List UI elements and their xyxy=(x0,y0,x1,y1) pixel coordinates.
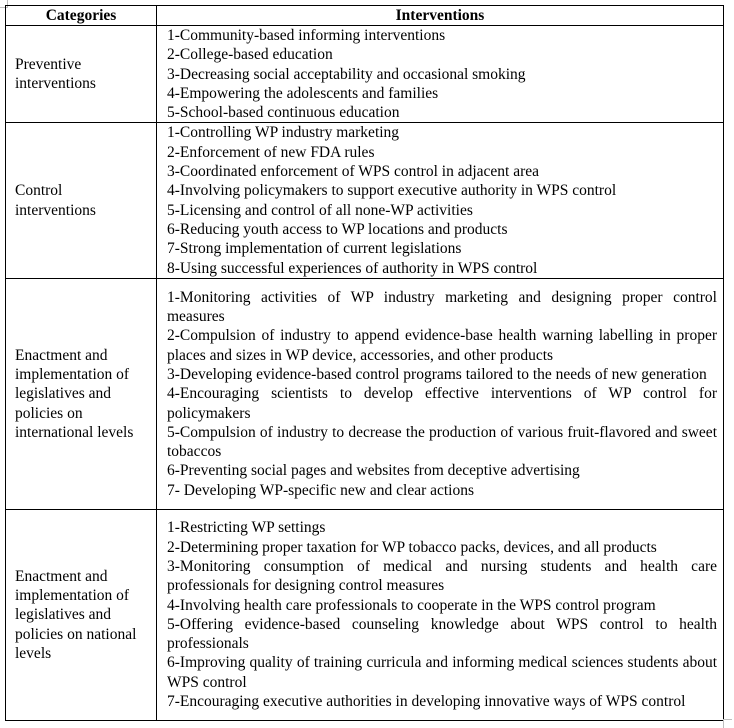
intervention-item: 6-Preventing social pages and websites from deceptive advertising xyxy=(167,462,580,480)
intervention-item: 4-Involving health care professionals to cooperate in the WPS control program xyxy=(167,596,656,614)
interventions-cell xyxy=(157,26,724,123)
interventions-table xyxy=(5,5,724,721)
intervention-item: 3-Monitoring consumption of medical and nursing students and health care professionals for designing control measures xyxy=(167,557,717,595)
category-line: implementation of xyxy=(15,586,130,604)
header-row xyxy=(6,6,724,26)
intervention-item: 6-Reducing youth access to WP locations and products xyxy=(167,220,508,238)
header-categories: Categories xyxy=(6,6,157,26)
category-line: Enactment and xyxy=(15,346,108,364)
intervention-item: 1-Community-based informing interventions xyxy=(167,27,446,44)
category-cell xyxy=(6,26,157,123)
intervention-item: 5-Licensing and control of all none-WP activities xyxy=(167,201,473,219)
intervention-item: 3-Developing evidence-based control programs tailored to the needs of new generation xyxy=(167,365,707,383)
intervention-item: 2-Enforcement of new FDA rules xyxy=(167,143,375,161)
intervention-item: 5-Offering evidence-based counseling knowledge about WPS control to health professionals xyxy=(167,615,717,653)
intervention-item: 2-Compulsion of industry to append evidence-base health warning labelling in proper places and sizes in WP device, accessories, and other products xyxy=(167,327,717,364)
table-row xyxy=(6,509,724,720)
intervention-item: 6-Improving quality of training curricula and informing medical sciences students about WPS control xyxy=(167,654,717,691)
category-line: international levels xyxy=(15,423,134,441)
intervention-item: 7-Encouraging executive authorities in developing innovative ways of WPS control xyxy=(167,693,686,711)
category-line: legislatives and xyxy=(15,606,111,624)
category-line: interventions xyxy=(15,75,96,93)
category-cell xyxy=(6,123,157,278)
intervention-item: 2-Determining proper taxation for WP tobacco packs, devices, and all products xyxy=(167,538,657,556)
category-line: Control xyxy=(15,182,63,200)
intervention-item: 3-Decreasing social acceptability and occasional smoking xyxy=(167,65,526,83)
table-row xyxy=(6,123,724,278)
intervention-item: 1-Controlling WP industry marketing xyxy=(167,124,400,142)
category-line: interventions xyxy=(15,201,96,219)
category-line: policies on xyxy=(15,404,83,422)
intervention-item: 5-School-based continuous education xyxy=(167,104,400,122)
category-line: implementation of xyxy=(15,365,130,383)
intervention-item: 3-Coordinated enforcement of WPS control in adjacent area xyxy=(167,163,540,181)
intervention-item: 2-College-based education xyxy=(167,46,333,64)
table-row xyxy=(6,278,724,509)
category-line: Preventive xyxy=(15,55,82,73)
category-line: Enactment and xyxy=(15,567,108,585)
intervention-item: 8-Using successful experiences of authority in WPS control xyxy=(167,259,538,277)
intervention-item: 4-Encouraging scientists to develop effective interventions of WP control for policymakers xyxy=(167,385,717,422)
table-row xyxy=(6,26,724,123)
intervention-item: 1-Monitoring activities of WP industry marketing and designing proper control measures xyxy=(167,288,717,326)
category-line: levels xyxy=(15,644,52,662)
intervention-item: 4-Involving policymakers to support executive authority in WPS control xyxy=(167,182,617,200)
interventions-cell xyxy=(157,509,724,720)
category-cell xyxy=(6,509,157,720)
category-cell xyxy=(6,278,157,509)
intervention-item: 4-Empowering the adolescents and families xyxy=(167,84,439,102)
header-interventions: Interventions xyxy=(157,6,724,26)
category-line: legislatives and xyxy=(15,385,111,403)
intervention-item: 1-Restricting WP settings xyxy=(167,519,326,537)
category-line: policies on national xyxy=(15,625,137,643)
interventions-cell xyxy=(157,123,724,278)
intervention-item: 7-Strong implementation of current legislations xyxy=(167,240,462,258)
interventions-cell xyxy=(157,278,724,509)
intervention-item: 5-Compulsion of industry to decrease the production of various fruit-flavored and sweet tobaccos xyxy=(167,423,717,461)
intervention-item: 7- Developing WP-specific new and clear actions xyxy=(167,481,475,499)
